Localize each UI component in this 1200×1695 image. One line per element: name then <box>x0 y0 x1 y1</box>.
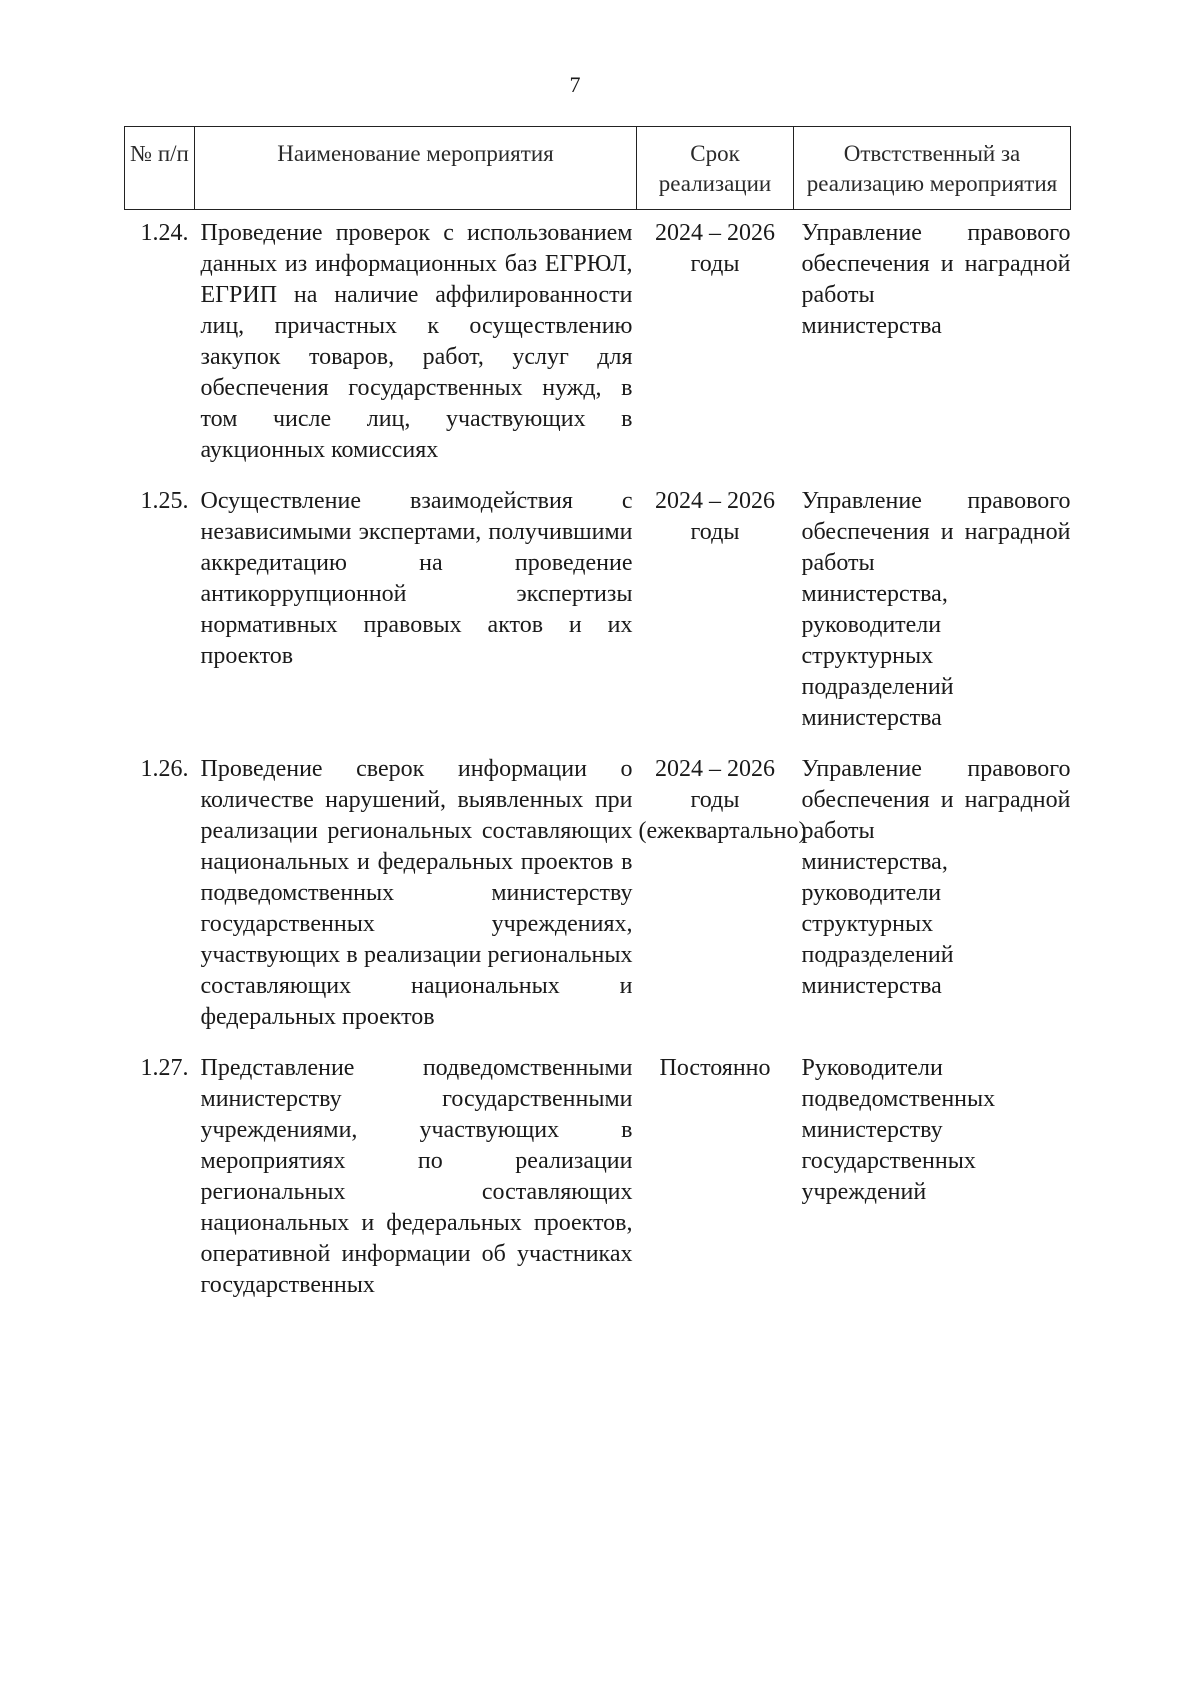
activity-name <box>195 210 637 467</box>
responsible-tail: Руководители подведомственных министерству государственных учреждений <box>801 1055 996 1205</box>
deadline <box>637 210 794 467</box>
responsible <box>794 466 1071 734</box>
activity-name-text: Проведение сверок информации о количестве нарушений, выявленных при реализации региональных составляющих национальных и федеральных проектов в подведомственных министерству государственных учреждениях, участвующих в реализации региональных составляющих национальных и федеральных проектов <box>200 756 633 1030</box>
deadline <box>637 466 794 734</box>
activities-table <box>124 126 1071 1301</box>
row-number: 1.26. <box>140 756 189 782</box>
deadline-text: 2024 – 2026 годы <box>655 220 775 277</box>
header-deadline: Срок реализации <box>637 127 794 210</box>
responsible-tail: министерства <box>801 313 942 339</box>
activity-name <box>195 734 637 1033</box>
header-activity-name: Наименование мероприятия <box>195 127 637 210</box>
activity-name-text: Проведение проверок с использованием данных из информационных баз ЕГРЮЛ, ЕГРИП на наличие аффилированности лиц, причастных к осуществлению закупок товаров, работ, услуг для обеспечения государственных нужд, в том числе лиц, участвующих в аукционных комиссиях <box>200 220 633 463</box>
responsible-head: Управление правового обеспечения и наградной работы <box>801 220 1071 308</box>
deadline-text: 2024 – 2026 годы (ежеквартально) <box>638 756 807 844</box>
header-number: № п/п <box>125 127 195 210</box>
table-row <box>125 466 1071 734</box>
table-row <box>125 1033 1071 1301</box>
table-body <box>125 210 1071 1302</box>
table-header <box>125 127 1071 210</box>
responsible-head: Управление правового обеспечения и наградной работы <box>801 488 1071 576</box>
deadline <box>637 1033 794 1301</box>
responsible-tail: министерства, руководители структурных подразделений министерства <box>801 849 954 999</box>
activity-name-text: Представление подведомственными министерству государственными учреждениями, участвующих в мероприятиях по реализации региональных составляющих национальных и федеральных проектов, оперативной информации об участниках государственных <box>200 1055 633 1298</box>
activity-name <box>195 1033 637 1301</box>
row-number: 1.24. <box>140 220 189 246</box>
table-row <box>125 210 1071 467</box>
row-number: 1.25. <box>140 488 189 514</box>
header-responsible: Отвстственный за реализацию мероприятия <box>794 127 1071 210</box>
activity-name <box>195 466 637 734</box>
deadline-text: Постоянно <box>659 1055 771 1081</box>
activity-name-text: Осуществление взаимодействия с независимыми экспертами, получившими аккредитацию на проведение антикоррупционной экспертизы нормативных правовых актов и их проектов <box>200 488 633 669</box>
responsible-head: Управление правового обеспечения и наградной работы <box>801 756 1071 844</box>
deadline <box>637 734 807 1033</box>
deadline-text: 2024 – 2026 годы <box>655 488 775 545</box>
row-number: 1.27. <box>140 1055 189 1081</box>
responsible <box>794 734 1071 1033</box>
table-row <box>125 734 1071 1033</box>
page-number: 7 <box>569 72 581 97</box>
responsible-tail: министерства, руководители структурных подразделений министерства <box>801 581 954 731</box>
responsible <box>794 210 1071 467</box>
responsible <box>794 1033 1071 1301</box>
